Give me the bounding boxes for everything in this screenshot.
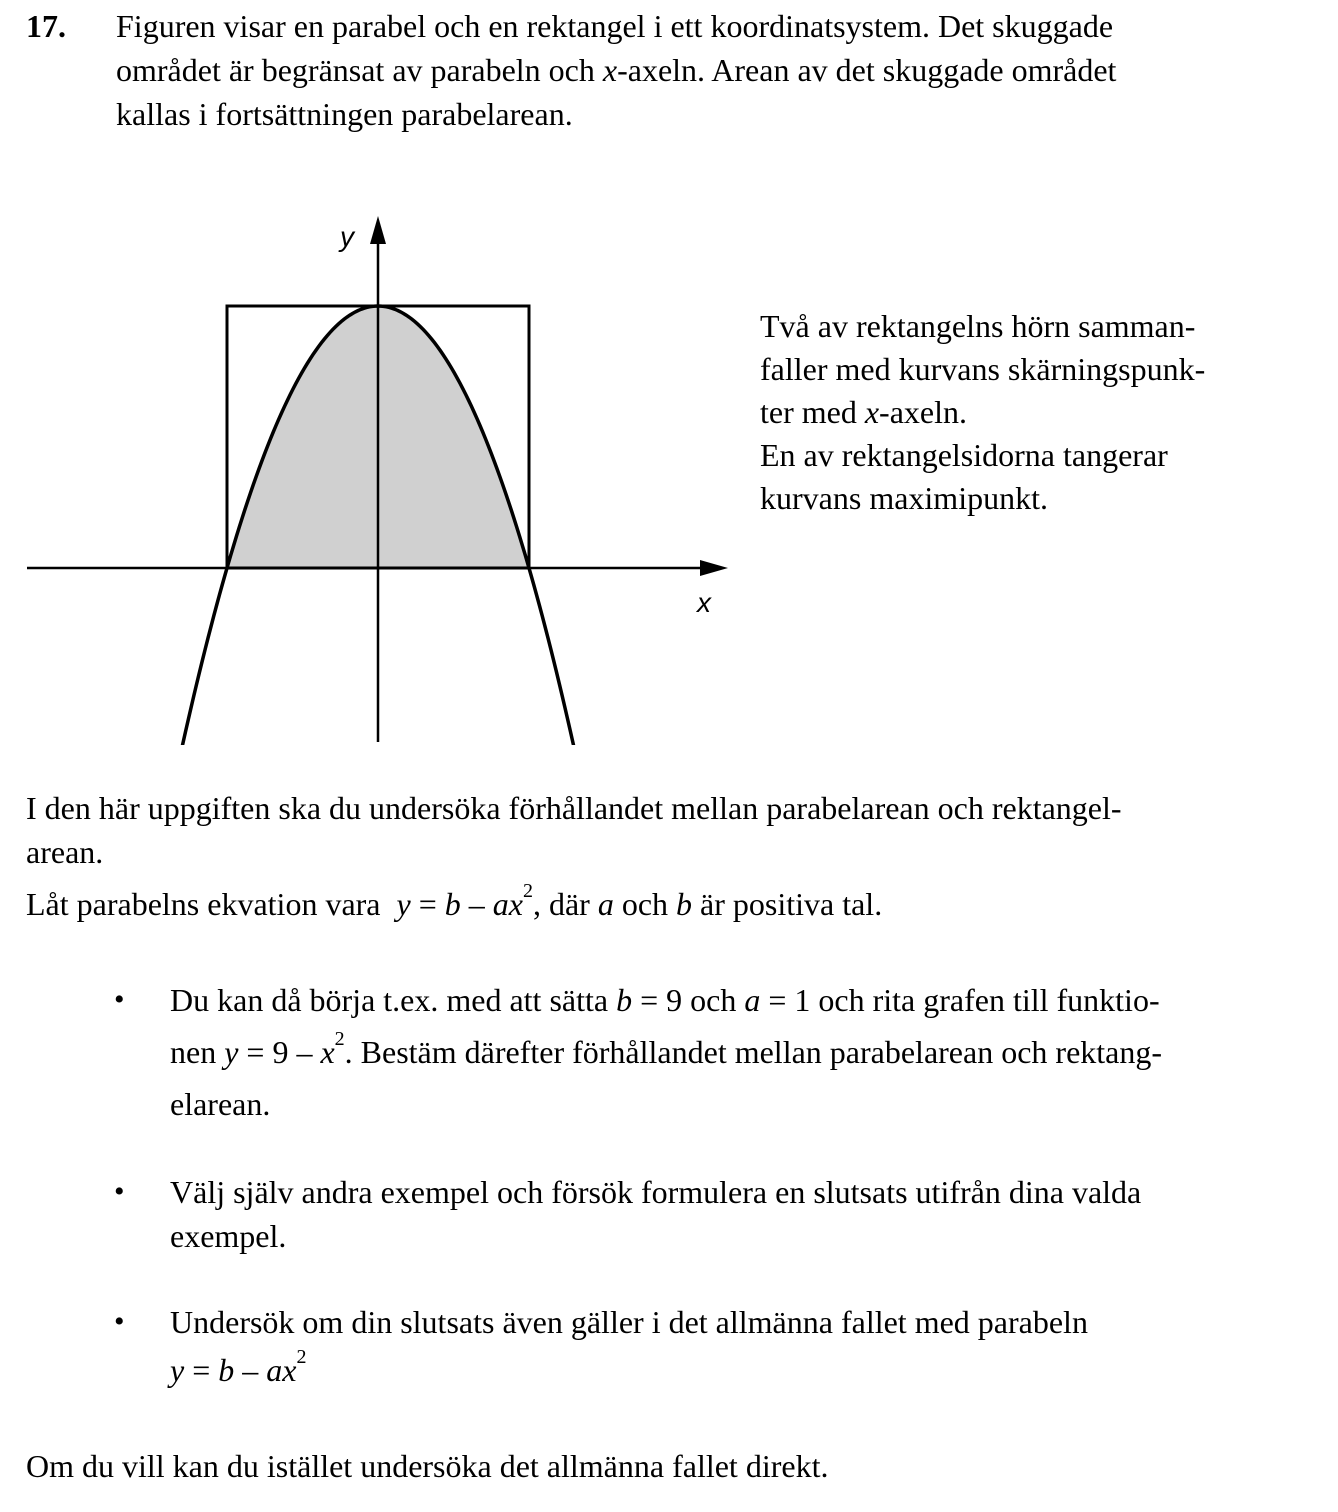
- formula-y: y: [396, 886, 411, 922]
- description-line-3: ter med x-axeln.: [760, 394, 967, 430]
- task-line-2: arean.: [26, 834, 104, 870]
- problem-number: 17.: [26, 8, 66, 44]
- list-item: [110, 1300, 1338, 1400]
- intro-line-3: kallas i fortsättningen parabelarean.: [116, 96, 573, 132]
- intro-line-2: området är begränsat av parabeln och x-axeln. Arean av det skuggade området: [116, 52, 1117, 88]
- formula-ax: ax: [492, 886, 523, 922]
- description-line-1: Två av rektangelns hörn samman-: [760, 308, 1196, 344]
- bullet-text: Du kan då börja t.ex. med att sätta b = 9 och a = 1 och rita grafen till funktio- nen $y = 9 - x^2$. Bestäm därefter förhållandet mellan parabelarean och rektang- elarean.: [170, 982, 1163, 1122]
- bullet-icon: •: [114, 1305, 125, 1338]
- task-line-1: I den här uppgiften ska du undersöka förhållandet mellan parabelarean och rektangel-: [26, 790, 1122, 826]
- bullet-icon: •: [114, 1175, 125, 1208]
- x-axis-label: x: [697, 587, 711, 618]
- description-line-5: kurvans maximipunkt.: [760, 480, 1048, 516]
- y-axis-label: y: [340, 221, 354, 252]
- list-item: [110, 1170, 1338, 1260]
- formula-b: b: [444, 886, 461, 922]
- x-variable: x: [602, 52, 618, 88]
- closing-remark: Om du vill kan du istället undersöka det allmänna fallet direkt.: [26, 1448, 829, 1484]
- bullet-text: Välj själv andra exempel och försök formulera en slutsats utifrån dina valda exempel.: [170, 1174, 1142, 1254]
- equation-statement: Låt parabelns ekvation vara $y = b - ax^2$, där a och b är positiva tal.: [26, 880, 883, 922]
- general-formula: $y = b - ax^2$: [170, 1346, 307, 1388]
- variable-b: b: [676, 886, 693, 922]
- formula-exponent: 2: [522, 880, 533, 903]
- intro-line-1: Figuren visar en parabel och en rektangel i ett koordinatsystem. Det skuggade: [116, 8, 1114, 44]
- bullet-text: Undersök om din slutsats även gäller i det allmänna fallet med parabeln $y = b - ax^2$: [170, 1300, 1338, 1396]
- bullet-icon: •: [114, 983, 125, 1016]
- list-item: [110, 974, 1338, 1134]
- description-line-2: faller med kurvans skärningspunk-: [760, 351, 1206, 387]
- x-variable: x: [864, 394, 880, 430]
- description-line-4: En av rektangelsidorna tangerar: [760, 437, 1168, 473]
- variable-a: a: [597, 886, 614, 922]
